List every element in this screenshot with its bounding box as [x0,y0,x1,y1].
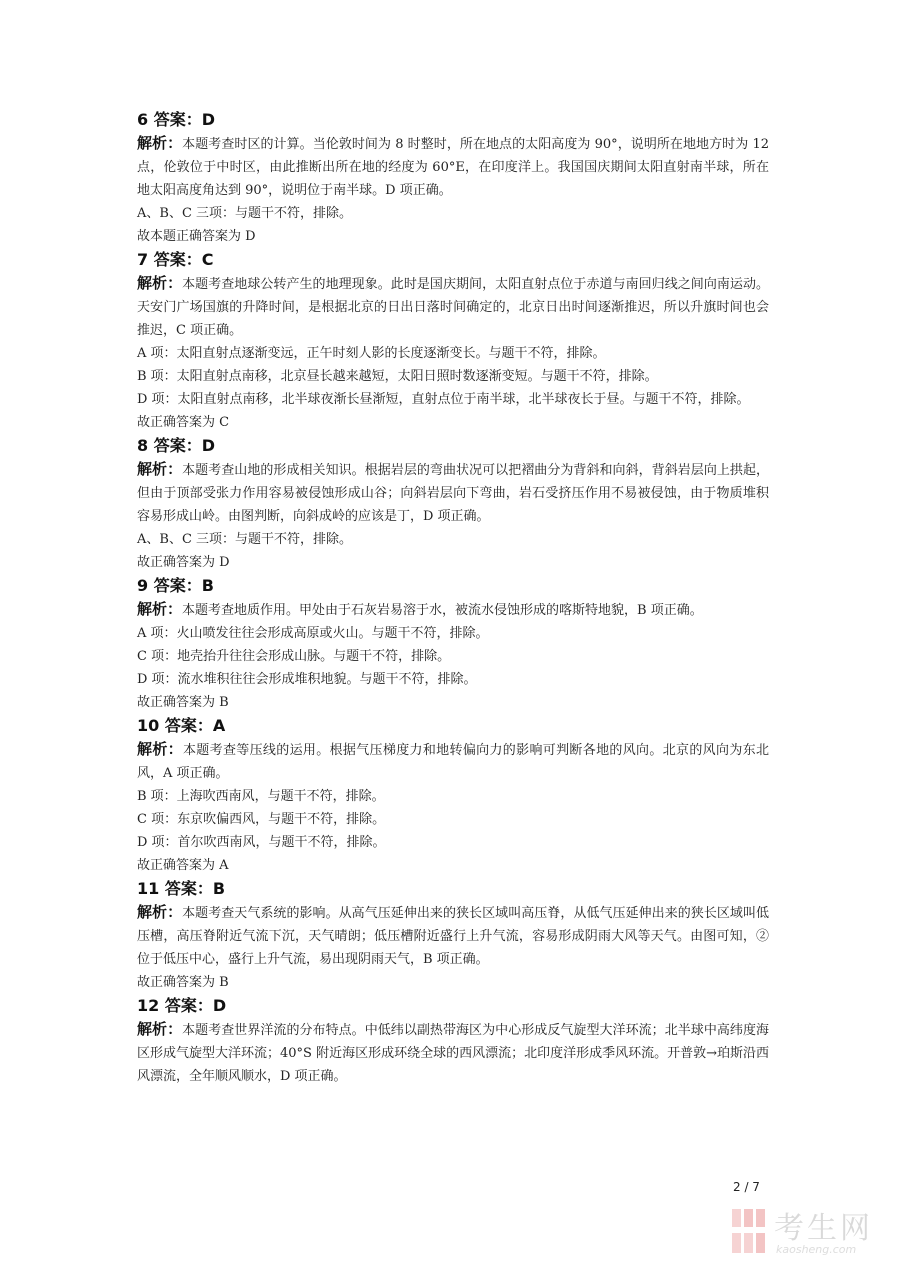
analysis-paragraph [137,458,769,528]
question-block-6 [137,108,769,248]
option-line: A 项：火山喷发往往会形成高原或火山。与题干不符，排除。 [137,626,489,641]
option-line: B 项：太阳直射点南移，北京昼长越来越短，太阳日照时数逐渐变短。与题干不符，排除。 [137,369,658,384]
analysis-label: 解析： [137,460,183,478]
analysis-text: 本题考查地球公转产生的地理现象。此时是国庆期间，太阳直射点位于赤道与南回归线之间向南运动。天安门广场国旗的升降时间，是根据北京的日出日落时间确定的，北京日出时间逐渐推迟，所以升旗时间也会推迟，C 项正确。 [137,277,769,338]
analysis-label: 解析： [137,740,183,758]
final-answer-line: 故正确答案为 D [137,555,230,570]
final-answer-line: 故正确答案为 C [137,415,230,430]
final-answer-line: 故正确答案为 A [137,858,229,873]
analysis-paragraph [137,738,769,785]
question-block-9 [137,574,769,714]
analysis-paragraph [137,901,769,971]
option-line: D 项：首尔吹西南风，与题干不符，排除。 [137,835,386,850]
option-line: A 项：太阳直射点逐渐变远，正午时刻人影的长度逐渐变长。与题干不符，排除。 [137,346,606,361]
watermark-text: 考生网 [774,1211,873,1246]
watermark-url: kaosheng.com [776,1243,857,1256]
analysis-text: 本题考查世界洋流的分布特点。中低纬以副热带海区为中心形成反气旋型大洋环流；北半球中高纬度海区形成气旋型大洋环流；40°S 附近海区形成环绕全球的西风漂流；北印度洋形成季风环流。开普敦→珀斯沿西风漂流，全年顺风顺水，D 项正确。 [137,1023,769,1084]
analysis-text: 本题考查等压线的运用。根据气压梯度力和地转偏向力的影响可判断各地的风向。北京的风向为东北风，A 项正确。 [137,743,769,781]
question-block-8 [137,434,769,574]
question-heading: 11 答案：B [137,879,226,898]
option-line: D 项：流水堆积往往会形成堆积地貌。与题干不符，排除。 [137,672,477,687]
analysis-paragraph [137,132,769,202]
page-number: 2 / 7 [733,1180,760,1194]
option-line: A、B、C 三项：与题干不符，排除。 [137,206,353,221]
option-line: C 项：地壳抬升往往会形成山脉。与题干不符，排除。 [137,649,451,664]
question-block-7 [137,248,769,434]
analysis-text: 本题考查地质作用。甲处由于石灰岩易溶于水，被流水侵蚀形成的喀斯特地貌，B 项正确。 [182,603,703,618]
question-heading: 12 答案：D [137,996,227,1015]
final-answer-line: 故本题正确答案为 D [137,229,256,244]
answer-content [137,108,769,1088]
analysis-text: 本题考查天气系统的影响。从高气压延伸出来的狭长区域叫高压脊，从低气压延伸出来的狭长区域叫低压槽，高压脊附近气流下沉，天气晴朗；低压槽附近盛行上升气流，容易形成阴雨大风等天气。由图可知，②位于低压中心，盛行上升气流，易出现阴雨天气，B 项正确。 [137,906,769,967]
question-heading: 6 答案：D [137,110,215,129]
watermark [730,1203,890,1263]
option-line: C 项：东京吹偏西风，与题干不符，排除。 [137,812,386,827]
final-answer-line: 故正确答案为 B [137,695,229,710]
option-line: B 项：上海吹西南风，与题干不符，排除。 [137,789,385,804]
question-block-10 [137,714,769,877]
question-block-12 [137,994,769,1088]
analysis-paragraph [137,598,769,622]
analysis-label: 解析： [137,1020,183,1038]
analysis-label: 解析： [137,134,183,152]
question-heading: 9 答案：B [137,576,214,595]
analysis-label: 解析： [137,274,183,292]
analysis-paragraph [137,272,769,342]
analysis-text: 本题考查时区的计算。当伦敦时间为 8 时整时，所在地点的太阳高度为 90°，说明所在地地方时为 12 点，伦敦位于中时区，由此推断出所在地的经度为 60°E，在印度洋上。我国国庆期间太阳直射南半球，所在地太阳高度角达到 90°，说明位于南半球。D 项正确。 [137,137,769,198]
kaosheng-logo-icon [730,1205,768,1257]
question-heading: 7 答案：C [137,250,214,269]
analysis-paragraph [137,1018,769,1088]
option-paragraph: D 项：太阳直射点南移，北半球夜渐长昼渐短，直射点位于南半球，北半球夜长于昼。与题干不符，排除。 [137,392,750,407]
analysis-label: 解析： [137,903,183,921]
final-answer-line: 故正确答案为 B [137,975,229,990]
question-heading: 8 答案：D [137,436,215,455]
question-block-11 [137,877,769,994]
question-heading: 10 答案：A [137,716,226,735]
analysis-text: 本题考查山地的形成相关知识。根据岩层的弯曲状况可以把褶曲分为背斜和向斜，背斜岩层向上拱起，但由于顶部受张力作用容易被侵蚀形成山谷；向斜岩层向下弯曲，岩石受挤压作用不易被侵蚀，由于物质堆积容易形成山岭。由图判断，向斜成岭的应该是丁，D 项正确。 [137,463,769,524]
option-line: A、B、C 三项：与题干不符，排除。 [137,532,353,547]
analysis-label: 解析： [137,600,183,618]
